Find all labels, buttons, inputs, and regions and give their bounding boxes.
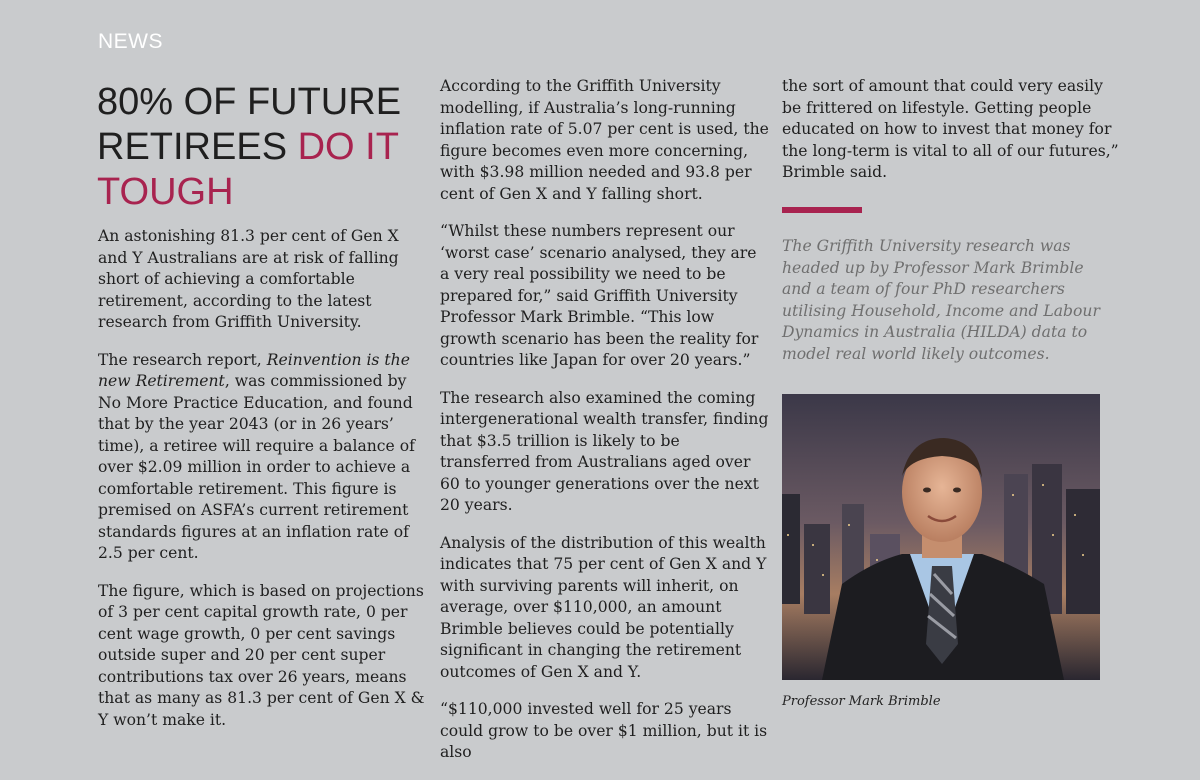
article-column-3: [782, 76, 1122, 200]
headline-line1: 80% OF FUTURE: [97, 81, 402, 123]
headline-line3-accent: TOUGH: [97, 171, 234, 213]
paragraph: According to the Griffith University modelling, if Australia’s long-running inflation rate of 5.07 per cent is used, the figure becomes even more concerning, with $3.98 million needed and 93.8 per cent of Gen X and Y falling short.: [440, 77, 769, 203]
photo-caption: Professor Mark Brimble: [782, 694, 941, 709]
section-label: NEWS: [98, 30, 163, 53]
paragraph: the sort of amount that could very easily be frittered on lifestyle. Getting people educated on how to invest that money for the long-term is vital to all of our futures,” Brimble said.: [782, 77, 1119, 181]
article-column-2: [440, 76, 770, 780]
paragraph-text: , was commissioned by No More Practice Education, and found that by the year 2043 (or in 26 years’ time), a retiree will require a balance of over $2.09 million in order to achieve a comfortable retirement. This figure is premised on ASFA’s current retirement standards figures at an inflation rate of 2.5 per cent.: [98, 372, 415, 562]
paragraph: An astonishing 81.3 per cent of Gen X and Y Australians are at risk of falling short of achieving a comfortable retirement, according to the latest research from Griffith University.: [98, 227, 399, 331]
report-title: Reinvention is the new Retirement: [98, 350, 410, 390]
headline: [97, 80, 417, 215]
paragraph: Analysis of the distribution of this wealth indicates that 75 per cent of Gen X and Y with surviving parents will inherit, on average, over $110,000, an amount Brimble believes could be potentially significant in changing the retirement outcomes of Gen X and Y.: [440, 533, 767, 681]
paragraph: The research also examined the coming intergenerational wealth transfer, finding that $3.5 trillion is likely to be transferred from Australians aged over 60 to younger generations over the next 20 years.: [440, 388, 769, 514]
article-column-1: [98, 226, 428, 747]
accent-divider: [782, 207, 862, 213]
headline-line2-accent: DO IT: [297, 126, 399, 168]
headline-line2-dark: RETIREES: [97, 126, 298, 168]
pull-quote: The Griffith University research was headed up by Professor Mark Brimble and a team of four PhD researchers utilising Household, Income and Labour Dynamics in Australia (HILDA) data to model real world likely outcomes.: [782, 237, 1100, 363]
portrait-photo: [782, 394, 1100, 680]
paragraph: “Whilst these numbers represent our ‘worst case’ scenario analysed, they are a very real possibility we need to be prepared for,” said Griffith University Professor Mark Brimble. “This low growth scenario has been the reality for countries like Japan for over 20 years.”: [440, 222, 759, 369]
paragraph-text: The research report,: [98, 350, 267, 369]
paragraph: “$110,000 invested well for 25 years could grow to be over $1 million, but it is also: [440, 700, 768, 761]
paragraph: The figure, which is based on projections of 3 per cent capital growth rate, 0 per cent wage growth, 0 per cent savings outside super and 20 per cent super contributions tax over 26 years, means that as many as 81.3 per cent of Gen X & Y won’t make it.: [98, 581, 425, 729]
paragraph: [98, 350, 428, 565]
